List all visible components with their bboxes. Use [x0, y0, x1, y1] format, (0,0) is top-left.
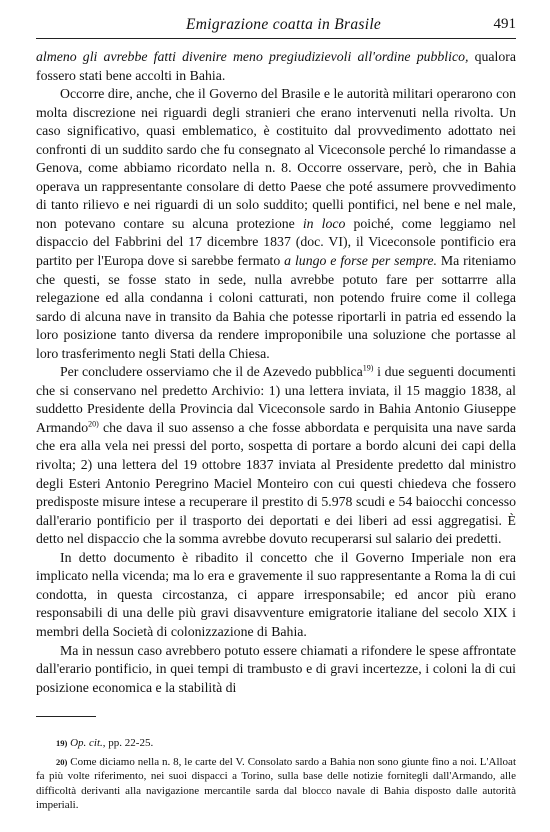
text-run: In detto documento è ribadito il concetto che il Governo Imperiale non era implicato nella vicenda; ma lo era e gravemente il suo rappresentante a Roma la di cui condotta, in questa circostanza, ci appare irresponsabile; ed ancor più erano responsabili di una delle più gravi disavventure emigratorie italiane del secolo XIX i membri della Società di colonizzazione di Bahia. [36, 549, 516, 639]
page-number: 491 [493, 16, 516, 32]
text-run: , pp. 22-25. [102, 737, 154, 749]
text-run: qualora fossero stati bene accolti in Bahia. [36, 49, 516, 83]
footnote [36, 736, 516, 751]
header-rule [36, 38, 516, 39]
footnote [36, 755, 516, 813]
paragraph [36, 363, 516, 548]
text-run: Op. cit. [70, 737, 103, 749]
main-text [36, 48, 516, 697]
footnote-mark: 19) [56, 738, 68, 748]
text-run: Come diciamo nella n. 8, le carte del V. Consolato sardo a Bahia non sono giunte fino a noi. L'Alloat fa più volte riferimento, nei suoi dispacci a Torino, sulla base delle notizie fornitegli dall'Armando, alle difficoltà derivanti alla navigazione mercantile sarda dal blocco navale di Bahia disposto dalle autorità imperiali. [36, 755, 516, 811]
running-head: Emigrazione coatta in Brasile [186, 16, 382, 33]
text-run: Per concludere osserviamo che il de Azevedo pubblica [60, 364, 363, 380]
text-run: Ma riteniamo che questi, se fosse stato in sede, nulla avrebbe potuto fare per sottarrre alla relegazione ed alla condanna i coloni catturati, non potendo fruire come il collega sardo di alcuna nave in transito da Bahia che potesse riportarli in patria ed essendo la loro posizione tanto diversa da rendere improponibile una soluzione che portasse al loro trasferimento negli Stati della Chiesa. [36, 253, 516, 361]
footnotes [36, 736, 516, 817]
text-run: in loco [302, 215, 346, 231]
text-run: Ma in nessun caso avrebbero potuto essere chiamati a rifondere le spese affrontate dall'erario pontificio, in quei tempi di trambusto e di gravi incertezze, i coloni la di cui posizione economica e la stabilità di [36, 642, 516, 695]
footnote-mark: 20) [56, 756, 68, 767]
text-run: poiché, come leggiamo nel dispaccio del Fabbrini del 17 dicembre 1837 (doc. VI), il Viceconsole pontificio era partito per l'Europa dove si sarebbe fermato [36, 215, 516, 269]
paragraph [36, 48, 516, 85]
paragraph [36, 549, 516, 642]
footnote-rule [36, 716, 96, 717]
text-run: a lungo e forse per sempre. [284, 253, 437, 269]
paragraph [36, 85, 516, 363]
text-run: almeno gli avrebbe fatti divenire meno pregiudizievoli all'ordine pubblico, [36, 49, 469, 64]
footnote-ref: 19) [362, 363, 374, 373]
text-run: che dava il suo assenso a che fosse abbordata e perquisita una nave sarda che era alla vela nei pressi del porto, sospetta di portare a bordo alcuni dei capi della rivolta; 2) una lettera del 19 ottobre 1837 inviata al Presidente predetto dal ministro degli Esteri Antonio Peregrino Maciel Monteiro con cui questi chiedeva che fossero predisposte misure intese a recuperare il prestito di 5.978 scudi e 54 baiocchi concesso dall'erario pontificio per il trasporto dei deportati e dei liberi ad essi aggregatisi. È detto nel dispaccio che la somma avrebbe dovuto recuperarsi sul salario dei predetti. [36, 419, 516, 547]
page-header [36, 14, 516, 38]
paragraph [36, 642, 516, 698]
text-run: i due seguenti documenti che si conservano nel predetto Archivio: 1) una lettera inviata, il 15 maggio 1838, al suddetto Presidente della Provincia dal Viceconsole sardo in Bahia Antonio Giuseppe Armando [36, 364, 516, 435]
text-run: Occorre dire, anche, che il Governo del Brasile e le autorità militari operarono con molta discrezione nei riguardi degli stranieri che erano intervenuti nella rivolta. Un caso significativo, quasi emblematico, è costituito dal provvedimento adottato nei confronti di un suddito sardo che fu consegnato al Viceconsole perché lo rimandasse a Genova, come abbiamo ricordato nella n. 8. Occorre osservare, però, che in Bahia operava un rappresentante consolare di detto Paese che poté assumere provvedimento di tanto rilievo e nei riguardi di un solo suddito; quelli pontifici, nel bene e nel male, non potevano contare su alcuna protezione [36, 86, 516, 231]
footnote-ref: 20) [88, 419, 99, 429]
